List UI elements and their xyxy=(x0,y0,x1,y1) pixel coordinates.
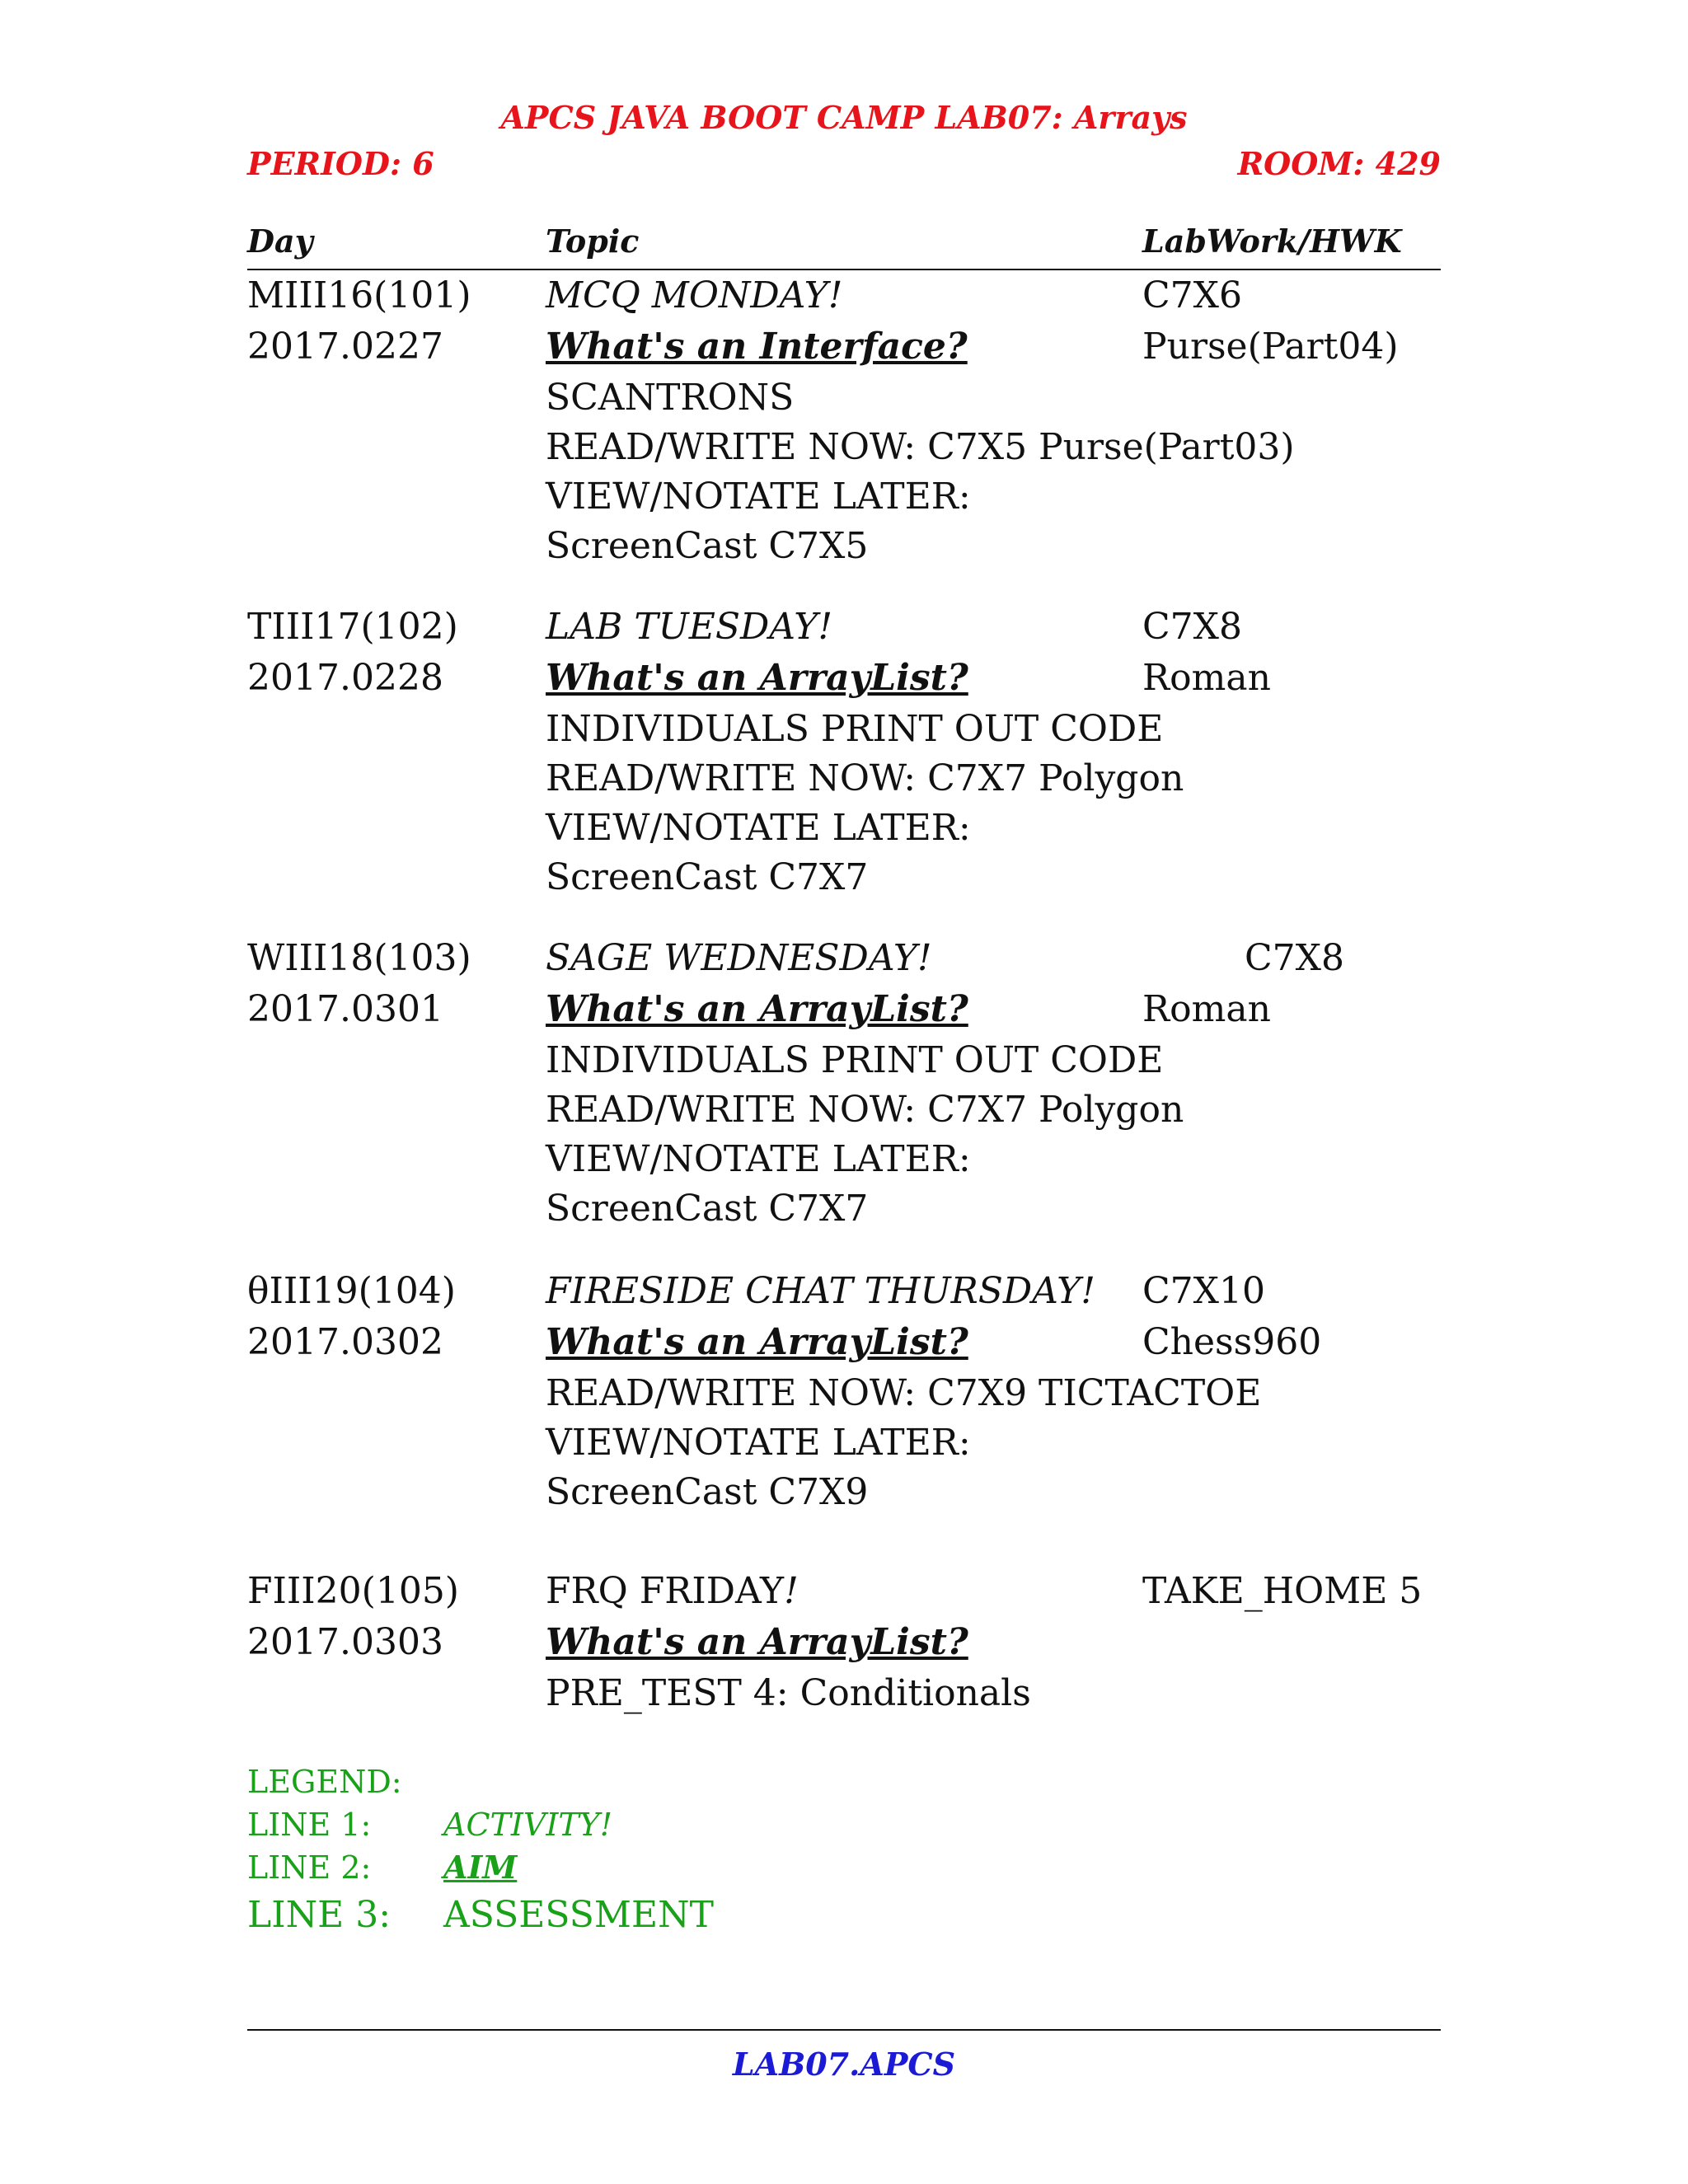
row-day-code: θIII19(104) xyxy=(247,1270,456,1312)
row-activity: SAGE WEDNESDAY! xyxy=(546,937,932,979)
row-date: 2017.0302 xyxy=(247,1321,443,1363)
row-aim: What's an ArrayList? xyxy=(546,1321,968,1363)
row-assessment-line: ScreenCast C7X7 xyxy=(546,1188,869,1230)
row-assessment-line: READ/WRITE NOW: C7X7 Polygon xyxy=(546,1089,1184,1131)
room-label: ROOM: 429 xyxy=(1237,145,1441,182)
column-header-topic: Topic xyxy=(546,223,640,260)
row-activity xyxy=(546,1566,799,1617)
row-assessment-line: VIEW/NOTATE LATER: xyxy=(546,807,971,849)
row-labwork: TAKE_HOME 5 xyxy=(1142,1570,1423,1612)
row-assessment-line: ScreenCast C7X9 xyxy=(546,1471,869,1513)
row-assessment-line: ScreenCast C7X5 xyxy=(546,525,869,567)
row-day-code: MIII16(101) xyxy=(247,274,471,316)
footer-divider xyxy=(247,2029,1441,2031)
row-day-code: TIII17(102) xyxy=(247,606,458,648)
row-homework: Roman xyxy=(1142,657,1271,699)
column-header-hwk: LabWork/HWK xyxy=(1142,223,1402,260)
row-assessment-line: PRE_TEST 4: Conditionals xyxy=(546,1672,1031,1714)
row-aim: What's an ArrayList? xyxy=(546,657,968,699)
row-labwork: C7X8 xyxy=(1245,937,1344,979)
footer-label: LAB07.APCS xyxy=(732,2046,956,2083)
row-date: 2017.0227 xyxy=(247,326,443,368)
row-day-code: WIII18(103) xyxy=(247,937,471,979)
legend-title: LEGEND: xyxy=(247,1764,402,1800)
row-assessment-line: READ/WRITE NOW: C7X7 Polygon xyxy=(546,757,1184,799)
column-header-day: Day xyxy=(247,223,313,260)
row-labwork: C7X8 xyxy=(1142,606,1242,648)
row-aim: What's an Interface? xyxy=(546,326,968,368)
legend-line3-label: LINE 3: xyxy=(247,1894,392,1936)
row-day-code: FIII20(105) xyxy=(247,1570,459,1612)
row-date: 2017.0228 xyxy=(247,657,443,699)
row-labwork: C7X10 xyxy=(1142,1270,1265,1312)
row-assessment-line: READ/WRITE NOW: C7X5 Purse(Part03) xyxy=(546,426,1295,468)
legend-line2-label: LINE 2: xyxy=(247,1849,372,1886)
row-activity: MCQ MONDAY! xyxy=(546,274,843,316)
row-date: 2017.0303 xyxy=(247,1621,443,1663)
row-date: 2017.0301 xyxy=(247,988,443,1030)
row-homework: Roman xyxy=(1142,988,1271,1030)
legend-line2-value: AIM xyxy=(443,1849,518,1886)
row-assessment-line: ScreenCast C7X7 xyxy=(546,856,869,898)
row-labwork: C7X6 xyxy=(1142,274,1242,316)
legend-line1-label: LINE 1: xyxy=(247,1807,372,1843)
row-activity-mark: ! xyxy=(784,1570,799,1612)
row-assessment-line: INDIVIDUALS PRINT OUT CODE xyxy=(546,1039,1164,1081)
row-assessment-line: VIEW/NOTATE LATER: xyxy=(546,476,971,518)
row-activity-text: FRQ FRIDAY xyxy=(546,1570,785,1612)
row-homework: Chess960 xyxy=(1142,1321,1322,1363)
row-aim: What's an ArrayList? xyxy=(546,1621,968,1663)
row-assessment-line: VIEW/NOTATE LATER: xyxy=(546,1138,971,1180)
legend-line3-value: ASSESSMENT xyxy=(443,1894,714,1936)
row-aim: What's an ArrayList? xyxy=(546,988,968,1030)
legend-line1-value: ACTIVITY! xyxy=(443,1807,613,1843)
document-title: APCS JAVA BOOT CAMP LAB07: Arrays xyxy=(500,99,1188,136)
row-activity: LAB TUESDAY! xyxy=(546,606,833,648)
row-assessment-line: READ/WRITE NOW: C7X9 TICTACTOE xyxy=(546,1372,1262,1414)
row-assessment-line: SCANTRONS xyxy=(546,377,795,419)
row-assessment-line: VIEW/NOTATE LATER: xyxy=(546,1422,971,1464)
period-label: PERIOD: 6 xyxy=(247,145,434,182)
row-activity: FIRESIDE CHAT THURSDAY! xyxy=(546,1270,1095,1312)
row-assessment-line: INDIVIDUALS PRINT OUT CODE xyxy=(546,708,1164,750)
row-homework: Purse(Part04) xyxy=(1142,326,1399,368)
